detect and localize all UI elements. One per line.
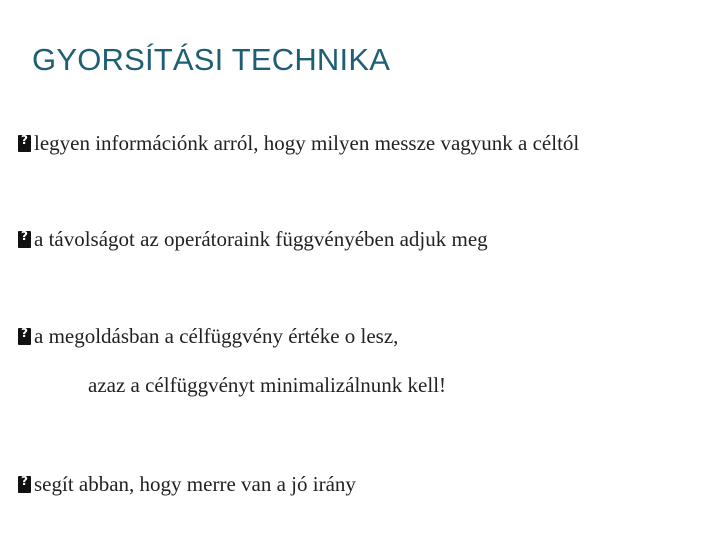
bullet-text: legyen információnk arról, hogy milyen messze vagyunk a céltól [34, 131, 580, 155]
bullet-item [18, 474, 356, 495]
missing-glyph-bullet-icon [18, 328, 31, 345]
bullet-item [18, 326, 398, 347]
bullet-text: segít abban, hogy merre van a jó irány [34, 472, 356, 496]
missing-glyph-bullet-icon [18, 135, 31, 152]
bullet-item [18, 229, 488, 250]
missing-glyph-bullet-icon [18, 476, 31, 493]
bullet-continuation: azaz a célfüggvényt minimalizálnunk kell! [88, 373, 447, 397]
bullet-text: a megoldásban a célfüggvény értéke o lesz, [34, 324, 399, 348]
bullet-text: a távolságot az operátoraink függvényében adjuk meg [34, 227, 488, 251]
slide-title: GYORSÍTÁSI TECHNIKA [32, 42, 391, 77]
missing-glyph-bullet-icon [18, 231, 31, 248]
bullet-item [18, 133, 579, 154]
